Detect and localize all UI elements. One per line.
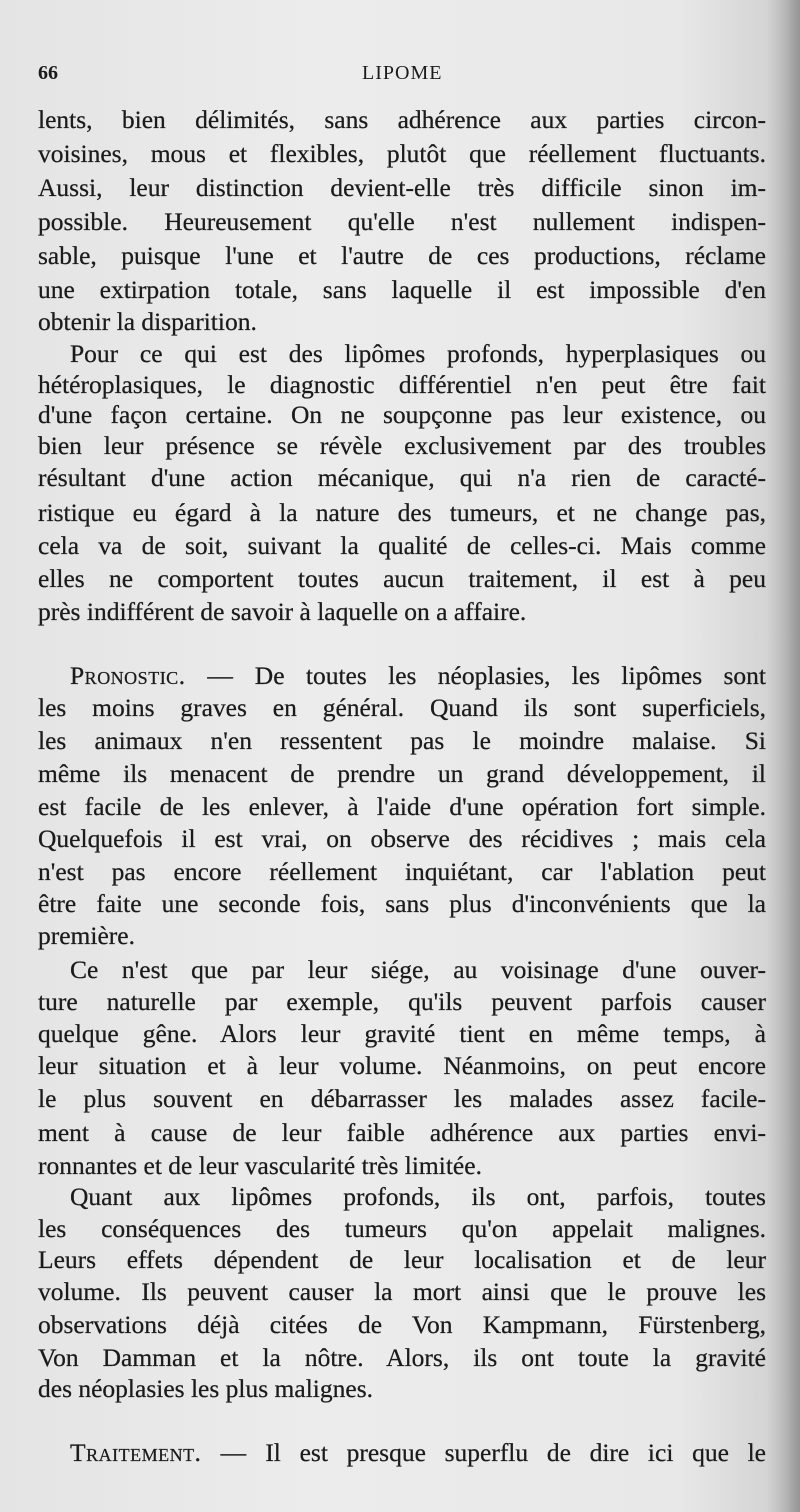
text-line: ronnantes et de leur vascularité très limitée. — [38, 1151, 482, 1180]
running-title: LIPOME — [362, 62, 443, 84]
text-line: cela va de soit, suivant la qualité de celles-ci. Mais comme — [38, 531, 766, 560]
text-line: le plus souvent en débarrasser les malades assez facile- — [38, 1084, 766, 1113]
text-line: leur situation et à leur volume. Néanmoins, on peut encore — [38, 1051, 766, 1080]
text-line: ture naturelle par exemple, qu'ils peuvent parfois causer — [38, 987, 766, 1016]
text-line: résultant d'une action mécanique, qui n'a rien de caracté- — [38, 463, 766, 492]
text-line: Quant aux lipômes profonds, ils ont, parfois, toutes — [70, 1182, 766, 1211]
text-line: hétéroplasiques, le diagnostic différentiel n'en peut être fait — [38, 370, 766, 399]
text-line: même ils menacent de prendre un grand développement, il — [38, 759, 766, 788]
text-line-with-heading — [70, 1437, 766, 1468]
text-line: Ce n'est que par leur siége, au voisinage d'une ouver- — [70, 955, 766, 984]
text-line: bien leur présence se révèle exclusivement par des troubles — [38, 431, 766, 460]
page-edge-shadow — [766, 0, 800, 1512]
text-line: être faite une seconde fois, sans plus d'inconvénients que la — [38, 889, 766, 918]
text-line-with-heading — [70, 660, 766, 691]
text-line: Quelquefois il est vrai, on observe des récidives ; mais cela — [38, 824, 766, 853]
text-line: les animaux n'en ressentent pas le moindre malaise. Si — [38, 726, 766, 755]
text-line: possible. Heureusement qu'elle n'est nullement indispen- — [38, 207, 766, 236]
text-run: De toutes les néoplasies, les lipômes sont — [254, 661, 767, 690]
text-line: ment à cause de leur faible adhérence aux parties envi- — [38, 1118, 766, 1147]
text-line: les moins graves en général. Quand ils sont superficiels, — [38, 693, 766, 722]
text-line: est facile de les enlever, à l'aide d'une opération fort simple. — [38, 792, 766, 821]
text-line: une extirpation totale, sans laquelle il est impossible d'en — [38, 275, 766, 304]
text-line: Von Damman et la nôtre. Alors, ils ont toute la gravité — [38, 1343, 766, 1372]
text-line: Aussi, leur distinction devient-elle très difficile sinon im- — [38, 173, 766, 202]
text-line: sable, puisque l'une et l'autre de ces productions, réclame — [38, 241, 766, 270]
text-line: n'est pas encore réellement inquiétant, car l'ablation peut — [38, 857, 766, 886]
text-run: Il est presque superflu de dire ici que le — [265, 1438, 766, 1467]
section-heading-traitement: Traitement. — — [70, 1438, 247, 1467]
text-line: obtenir la disparition. — [38, 307, 257, 336]
page-header — [38, 62, 764, 90]
page-number: 66 — [38, 62, 58, 84]
text-line: première. — [38, 921, 135, 950]
text-line: Leurs effets dépendent de leur localisation et de leur — [38, 1245, 766, 1274]
section-heading-pronostic: Pronostic. — — [70, 661, 234, 690]
text-line: lents, bien délimités, sans adhérence aux parties circon- — [38, 105, 766, 134]
text-line: elles ne comportent toutes aucun traitement, il est à peu — [38, 564, 766, 593]
text-line: observations déjà citées de Von Kampmann, Fürstenberg, — [38, 1310, 766, 1339]
text-line: volume. Ils peuvent causer la mort ainsi que le prouve les — [38, 1277, 766, 1306]
text-line: des néoplasies les plus malignes. — [38, 1374, 373, 1403]
text-line: les conséquences des tumeurs qu'on appelait malignes. — [38, 1214, 766, 1243]
text-line: quelque gêne. Alors leur gravité tient en même temps, à — [38, 1019, 766, 1048]
text-line: Pour ce qui est des lipômes profonds, hyperplasiques ou — [70, 339, 766, 368]
text-line: près indifférent de savoir à laquelle on a affaire. — [38, 597, 527, 626]
text-line: d'une façon certaine. On ne soupçonne pas leur existence, ou — [38, 400, 766, 429]
text-line: ristique eu égard à la nature des tumeurs, et ne change pas, — [38, 498, 766, 527]
text-line: voisines, mous et flexibles, plutôt que réellement fluctuants. — [38, 139, 766, 168]
